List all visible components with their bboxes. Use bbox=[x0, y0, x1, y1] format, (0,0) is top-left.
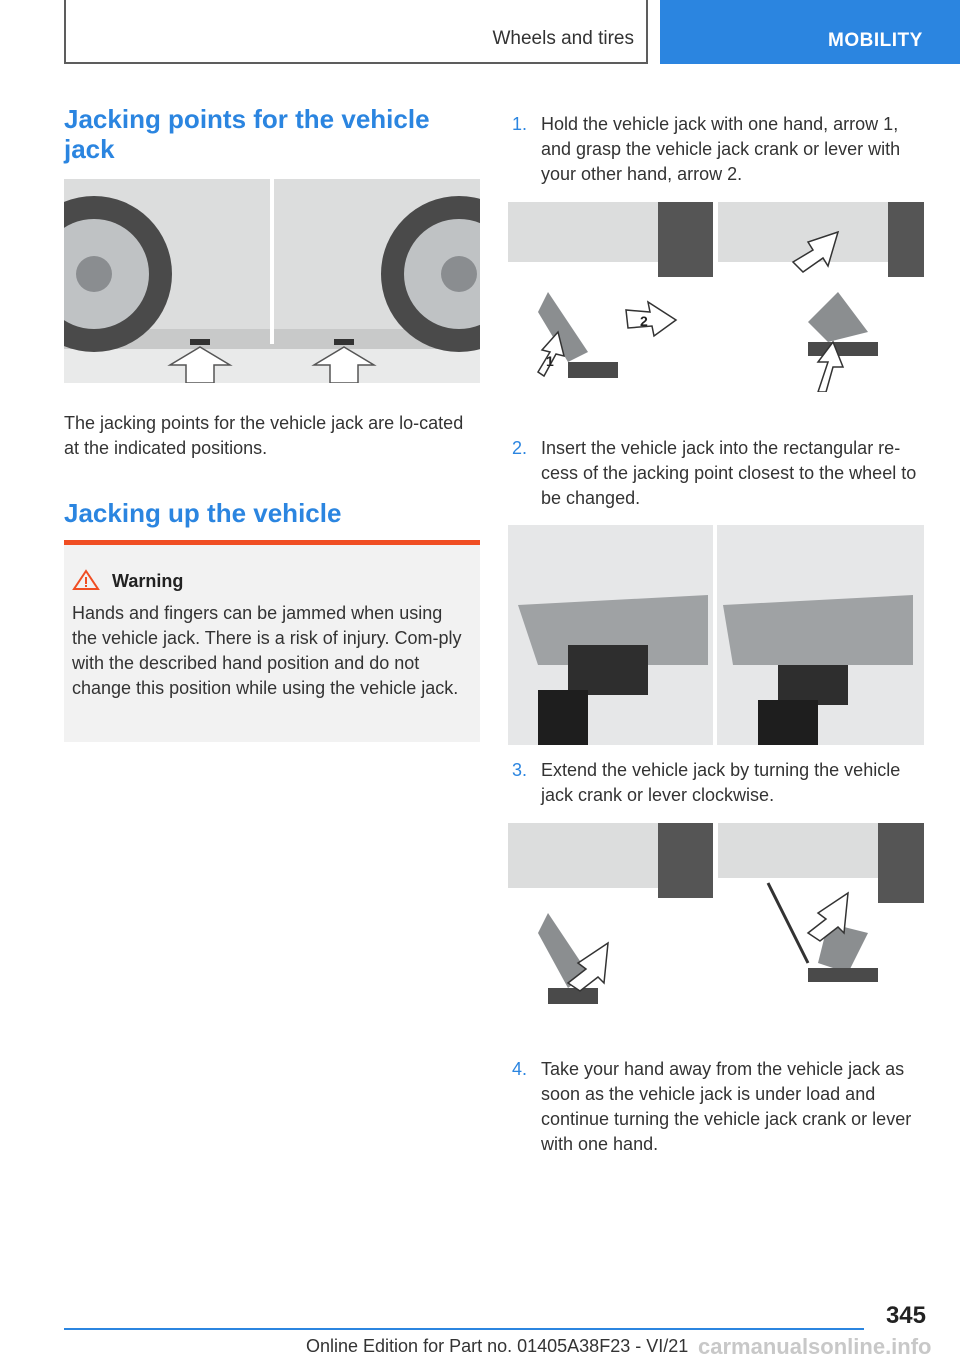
step-number: 4. bbox=[512, 1059, 528, 1079]
header-section-box bbox=[64, 0, 648, 64]
section-title: Wheels and tires bbox=[492, 28, 634, 49]
page-number: 345 bbox=[885, 1302, 926, 1329]
jacking-points-paragraph: The jacking points for the vehicle jack are lo-cated at the indicated positions. bbox=[64, 413, 464, 458]
warning-title: Warning bbox=[112, 571, 184, 591]
extend-jack-illustration bbox=[508, 823, 924, 1013]
warning-box bbox=[64, 540, 480, 742]
chapter-tab bbox=[660, 0, 960, 64]
jacking-points-illustration bbox=[64, 179, 480, 383]
step-text: Insert the vehicle jack into the rectangular re-cess of the jacking point closest to the wheel to be changed. bbox=[541, 438, 917, 508]
warning-text: Hands and fingers can be jammed when using the vehicle jack. There is a risk of injury. Com-ply with the described hand position and do not change this position while using the vehicle jack. bbox=[72, 603, 462, 698]
step-number: 1. bbox=[512, 114, 528, 134]
heading-jacking-up: Jacking up the vehicle bbox=[64, 498, 342, 528]
footer-divider bbox=[64, 1328, 864, 1330]
step-text: Hold the vehicle jack with one hand, arrow 1, and grasp the vehicle jack crank or lever with your other hand, arrow 2. bbox=[541, 114, 901, 184]
step-number: 3. bbox=[512, 760, 528, 780]
step-text: Extend the vehicle jack by turning the vehicle jack crank or lever clockwise. bbox=[541, 760, 901, 805]
warning-icon bbox=[72, 569, 100, 591]
heading-jacking-points: Jacking points for the vehicle jack bbox=[64, 104, 430, 164]
jacking-points-figure bbox=[64, 179, 480, 383]
insert-jack-illustration bbox=[508, 525, 924, 745]
footer-edition: Online Edition for Part no. 01405A38F23 - VI/21 bbox=[306, 1336, 689, 1356]
step-1-figure bbox=[508, 202, 924, 392]
step-2-figure bbox=[508, 525, 924, 745]
footer-watermark: carmanualsonline.info bbox=[698, 1334, 932, 1359]
arrow-2-label: 2 bbox=[640, 313, 648, 329]
arrow-1-label: 1 bbox=[546, 353, 554, 369]
step-3-figure bbox=[508, 823, 924, 1013]
step-number: 2. bbox=[512, 438, 528, 458]
hold-jack-illustration bbox=[508, 202, 924, 392]
step-text: Take your hand away from the vehicle jack as soon as the vehicle jack is under load and continue turning the vehicle jack crank or lever with one hand. bbox=[541, 1059, 912, 1154]
chapter-tab-label: MOBILITY bbox=[828, 30, 923, 51]
